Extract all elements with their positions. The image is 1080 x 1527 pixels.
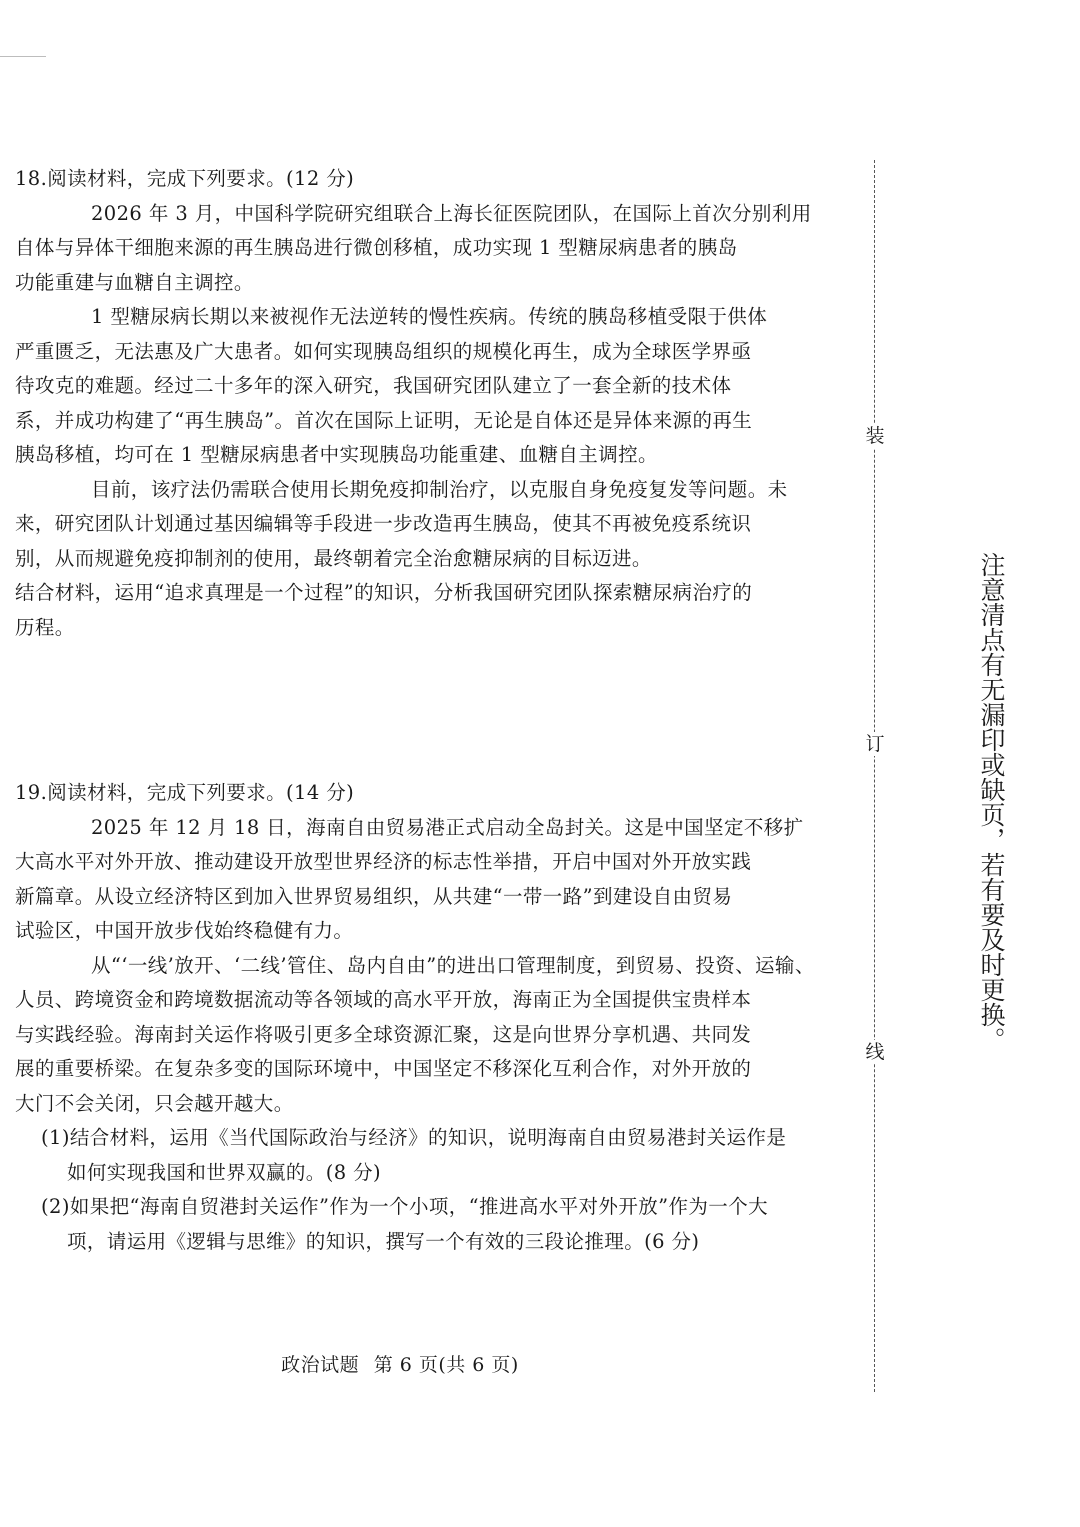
page-footer [0, 1350, 800, 1377]
q18-material-line: 1 型糖尿病长期以来被视作无法逆转的慢性疾病。传统的胰岛移植受限于供体 [91, 305, 768, 328]
q18-material-line: 功能重建与血糖自主调控。 [15, 270, 254, 294]
scan-corner-mark [0, 56, 46, 57]
q19-material-line: 新篇章。从设立经济特区到加入世界贸易组织，从共建“一带一路”到建设自由贸易 [15, 884, 733, 908]
q19-subquestion-1-cont: 如何实现我国和世界双赢的。(8 分) [67, 1160, 382, 1184]
q18-material-line: 2026 年 3 月，中国科学院研究组联合上海长征医院团队，在国际上首次分别利用 [91, 201, 812, 225]
q18-material-line: 严重匮乏，无法惠及广大患者。如何实现胰岛组织的规模化再生，成为全球医学界亟 [15, 339, 752, 363]
q18-material-line: 系，并成功构建了“再生胰岛”。首次在国际上证明，无论是自体还是异体来源的再生 [15, 408, 753, 432]
main-content [15, 162, 815, 1259]
q19-subquestion-1: (1)结合材料，运用《当代国际政治与经济》的知识，说明海南自由贸易港封关运作是 [41, 1126, 787, 1149]
q18-task-line: 结合材料，运用“追求真理是一个过程”的知识，分析我国研究团队探索糖尿病治疗的 [15, 581, 753, 604]
q18-material-line: 别，从而规避免疫抑制剂的使用，最终朝着完全治愈糖尿病的目标迈进。 [15, 546, 652, 570]
binding-dashed-line [874, 160, 875, 1392]
q19-material-line: 人员、跨境资金和跨境数据流动等各领域的高水平开放，海南正为全国提供宝贵样本 [15, 988, 752, 1011]
q19-material-line: 从“‘一线’放开、‘二线’管住、岛内自由”的进出口管理制度，到贸易、投资、运输、 [91, 953, 815, 977]
print-check-notice: 注意清点有无漏印或缺页，若有要及时更换。 [977, 552, 1006, 1052]
q19-subquestion-2-cont: 项，请运用《逻辑与思维》的知识，撰写一个有效的三段论推理。(6 分) [67, 1229, 700, 1253]
q19-material-line: 2025 年 12 月 18 日，海南自由贸易港正式启动全岛封关。这是中国坚定不移扩 [91, 815, 804, 839]
q18-material-line: 胰岛移植，均可在 1 型糖尿病患者中实现胰岛功能重建、血糖自主调控。 [15, 443, 658, 466]
question-19 [15, 776, 815, 1259]
question-19-title: 19.阅读材料，完成下列要求。(14 分) [15, 781, 355, 804]
q19-material-line: 与实践经验。海南封关运作将吸引更多全球资源汇聚，这是向世界分享机遇、共同发 [15, 1022, 752, 1046]
q18-material-line: 待攻克的难题。经过二十多年的深入研究，我国研究团队建立了一套全新的技术体 [15, 374, 732, 397]
footer-subject: 政治试题 [281, 1354, 360, 1376]
q19-material-line: 试验区，中国开放步伐始终稳健有力。 [15, 919, 354, 942]
binding-label-xian: 线 [865, 1041, 885, 1063]
q18-material-line: 目前，该疗法仍需联合使用长期免疫抑制治疗，以克服自身免疫复发等问题。未 [91, 477, 788, 501]
q18-task-line: 历程。 [15, 615, 75, 639]
q18-material-line: 自体与异体干细胞来源的再生胰岛进行微创移植，成功实现 1 型糖尿病患者的胰岛 [15, 236, 738, 259]
q19-material-line: 展的重要桥梁。在复杂多变的国际环境中，中国坚定不移深化互利合作，对外开放的 [15, 1057, 752, 1080]
q18-material-line: 来，研究团队计划通过基因编辑等手段进一步改造再生胰岛，使其不再被免疫系统识 [15, 512, 752, 535]
answer-space [15, 645, 815, 776]
binding-label-zhuang: 装 [865, 425, 885, 447]
q19-subquestion-2: (2)如果把“海南自贸港封关运作”作为一个小项，“推进高水平对外开放”作为一个大 [41, 1195, 768, 1218]
footer-page-number: 第 6 页(共 6 页) [373, 1354, 519, 1376]
q19-material-line: 大门不会关闭，只会越开越大。 [15, 1091, 294, 1115]
question-18-title: 18.阅读材料，完成下列要求。(12 分) [15, 167, 355, 190]
binding-label-ding: 订 [865, 733, 885, 755]
question-18 [15, 162, 815, 645]
q19-material-line: 大高水平对外开放、推动建设开放型世界经济的标志性举措，开启中国对外开放实践 [15, 850, 752, 873]
